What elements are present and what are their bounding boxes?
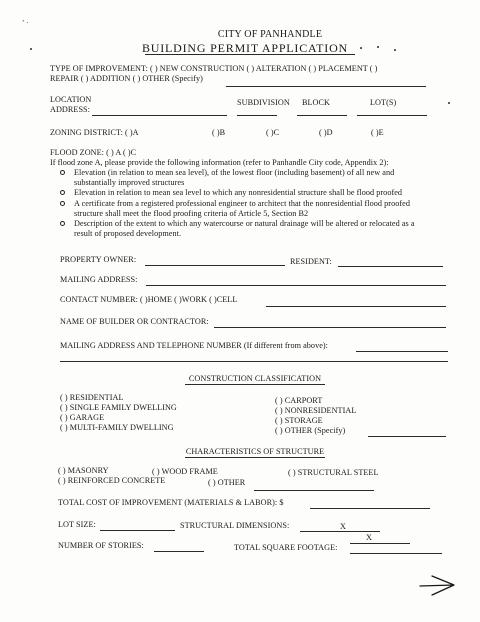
class-garage: ( ) GARAGE [60, 413, 105, 422]
char-other: ( ) OTHER [208, 478, 246, 487]
corner-mark: ʼ · [22, 19, 29, 27]
stories-label: NUMBER OF STORIES: [58, 541, 144, 550]
class-single-family: ( ) SINGLE FAMILY DWELLING [60, 403, 177, 412]
subdivision-label: SUBDIVISION [237, 98, 290, 107]
square-footage-field[interactable] [350, 553, 442, 554]
flood-item-watercourse: Description of the extent to which any watercourse or natural drainage will be altered or relocated as a [74, 219, 415, 228]
flood-item-watercourse-cont: result of proposed development. [74, 229, 182, 238]
class-other: ( ) OTHER (Specify) [275, 426, 346, 435]
mailing-address-field[interactable] [146, 285, 446, 286]
resident-field[interactable] [338, 266, 443, 267]
lots-label: LOT(S) [370, 98, 397, 107]
contact-number-label: CONTACT NUMBER: ( )HOME ( )WORK ( )CELL [60, 295, 238, 304]
flood-intro: If flood zone A, please provide the following information (refer to Panhandle City code, Appendix 2): [50, 158, 389, 167]
block-label: BLOCK [302, 98, 330, 107]
char-other-field[interactable] [254, 490, 374, 491]
builder-name-field[interactable] [214, 327, 446, 328]
zoning-district-a: ZONING DISTRICT: ( )A [50, 128, 139, 137]
property-owner-field[interactable] [145, 265, 285, 266]
class-other-field[interactable] [368, 436, 446, 437]
improvement-type-line2: REPAIR ( ) ADDITION ( ) OTHER (Specify) [50, 74, 203, 83]
class-multi-family: ( ) MULTI-FAMILY DWELLING [60, 423, 174, 432]
zoning-d: ( )D [319, 128, 333, 137]
improvement-type-line1: TYPE OF IMPROVEMENT: ( ) NEW CONSTRUCTION ( ) ALTERATION ( ) PLACEMENT ( ) [50, 64, 378, 73]
improvement-other-field[interactable] [226, 86, 426, 87]
char-wood-frame: ( ) WOOD FRAME [152, 467, 218, 476]
bullet-icon [60, 201, 65, 206]
bullet-icon [60, 190, 65, 195]
bullet-icon [60, 170, 65, 175]
bullet-icon [60, 221, 65, 226]
flood-item-certificate: A certificate from a registered professional engineer to architect that the nonresidential flood proofed [74, 199, 410, 208]
square-footage-label: TOTAL SQUARE FOOTAGE: [234, 543, 338, 552]
lot-size-field[interactable] [100, 530, 175, 531]
zoning-e: ( )E [371, 128, 384, 137]
classification-heading: CONSTRUCTION CLASSIFICATION [188, 374, 322, 383]
class-nonresidential: ( ) NONRESIDENTIAL [275, 406, 357, 415]
dimension-x-2: X [366, 533, 372, 542]
zoning-b: ( )B [212, 128, 226, 137]
builder-mailing-label: MAILING ADDRESS AND TELEPHONE NUMBER (If different from above): [60, 341, 328, 350]
location-label: LOCATION [50, 95, 92, 104]
char-structural-steel: ( ) STRUCTURAL STEEL [288, 468, 379, 477]
builder-mailing-field[interactable] [356, 351, 448, 352]
next-page-arrow-icon [418, 572, 458, 600]
address-field[interactable] [92, 115, 227, 116]
speck [30, 48, 32, 50]
flood-item-elevation-floor: Elevation (in relation to mean sea level), of the lowest floor (including basement) of all new and [74, 168, 395, 177]
total-cost-label: TOTAL COST OF IMPROVEMENT (MATERIALS & LABOR): $ [58, 498, 284, 507]
speck [377, 46, 379, 48]
structural-dimensions-field-2[interactable] [350, 543, 410, 544]
builder-mailing-field-2[interactable] [60, 361, 448, 362]
class-carport: ( ) CARPORT [275, 396, 323, 405]
class-storage: ( ) STORAGE [275, 416, 323, 425]
speck [448, 102, 450, 104]
characteristics-heading-underline [185, 457, 325, 458]
char-masonry: ( ) MASONRY [58, 466, 109, 475]
title-underline [145, 54, 355, 55]
block-field[interactable] [297, 115, 347, 116]
lot-size-label: LOT SIZE: [58, 520, 96, 529]
dimension-x-1: X [340, 522, 346, 531]
city-name: CITY OF PANHANDLE [217, 29, 323, 40]
zoning-c: ( )C [266, 128, 280, 137]
structural-dimensions-label: STRUCTURAL DIMENSIONS: [180, 521, 290, 530]
flood-zone: FLOOD ZONE: ( ) A ( )C [50, 148, 137, 157]
flood-item-elevation-floor-cont: substantially improved structures [74, 178, 185, 187]
speck [394, 49, 396, 51]
resident-label: RESIDENT: [290, 257, 332, 266]
total-cost-field[interactable] [310, 508, 430, 509]
class-residential: ( ) RESIDENTIAL [60, 393, 124, 402]
characteristics-heading: CHARACTERISTICS OF STRUCTURE [185, 447, 325, 456]
flood-item-certificate-cont: structure shall meet the flood proofing criteria of Article 5, Section B2 [74, 209, 309, 218]
contact-number-field[interactable] [266, 306, 446, 307]
address-label: ADDRESS: [50, 105, 90, 114]
property-owner-label: PROPERTY OWNER: [60, 255, 137, 264]
classification-heading-underline [185, 384, 325, 385]
char-reinforced-concrete: ( ) REINFORCED CONCRETE [58, 476, 166, 485]
subdivision-field[interactable] [237, 115, 277, 116]
mailing-address-label: MAILING ADDRESS: [60, 275, 138, 284]
stories-field[interactable] [154, 551, 204, 552]
form-title: BUILDING PERMIT APPLICATION [141, 41, 349, 55]
lots-field[interactable] [357, 115, 427, 116]
flood-item-elevation-proofed: Elevation in relation to mean sea level to which any nonresidential structure shall be flood proofed [74, 188, 403, 197]
builder-name-label: NAME OF BUILDER OR CONTRACTOR: [60, 317, 209, 326]
